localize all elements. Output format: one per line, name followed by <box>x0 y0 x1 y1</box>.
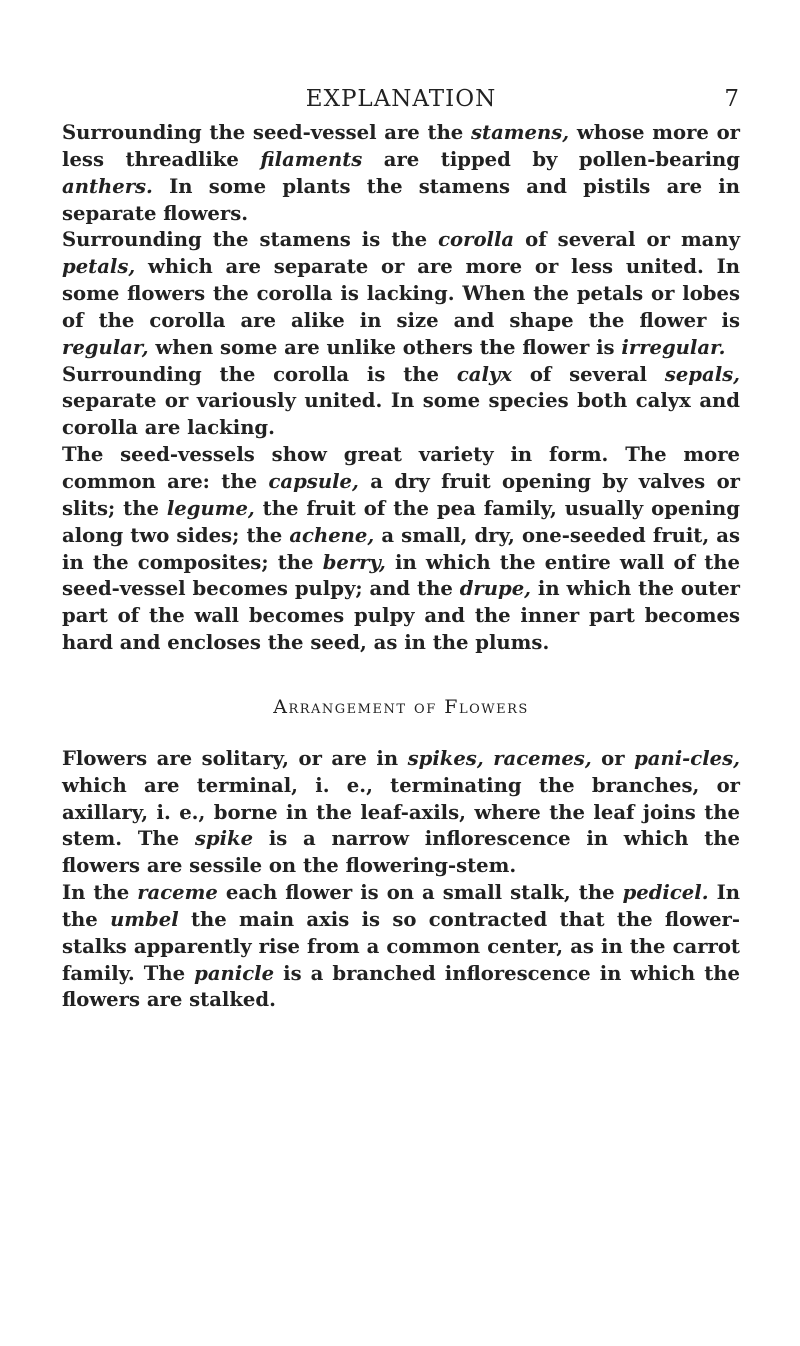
text-run: of several <box>511 362 665 386</box>
text-run: The seed-vessels show great variety in form. The more common are: the <box>62 443 740 493</box>
text-run: a dry fruit opening by valves or slits; the <box>62 469 740 520</box>
italic-term: pani-cles, <box>634 746 740 770</box>
text-run: which are terminal, i. e., terminating the branches, or axillary, i. e., borne in the leaf-axils, where the leaf joins the stem. The <box>62 773 740 851</box>
italic-term: anthers. <box>62 174 153 198</box>
paragraph-corolla <box>62 227 740 361</box>
text-run: is a branched inflorescence in which the flowers are stalked. <box>62 961 741 1012</box>
italic-term: petals, <box>62 255 136 279</box>
italic-term: capsule, <box>268 469 359 493</box>
text-run: which are separate or are more or less united. In some flowers the corolla is lacking. When the petals or lobes of the corolla are alike in size and shape the flower is <box>62 255 740 332</box>
text-run: is a narrow inflorescence in which the flowers are sessile on the flowering-stem. <box>62 827 740 878</box>
italic-term: achene, <box>289 523 375 547</box>
text-run: Surrounding the seed-vessel are the <box>62 121 472 144</box>
italic-term: umbel <box>110 907 179 931</box>
text-run: a small, dry, one-seeded fruit, as in the composites; the <box>62 523 741 574</box>
text-block-1 <box>62 120 740 657</box>
text-run: when some are unlike others the flower is <box>148 335 622 359</box>
italic-term: stamens, <box>471 121 570 144</box>
section-heading: Arrangement of Flowers <box>273 695 529 718</box>
italic-term: berry, <box>322 550 386 574</box>
text-run: whose more or less threadlike <box>62 121 740 171</box>
running-head <box>62 86 740 120</box>
paragraph-raceme-umbel <box>62 880 740 1014</box>
text-block-2 <box>62 746 740 1014</box>
paragraph-calyx <box>62 362 740 443</box>
italic-term: legume, <box>166 496 255 520</box>
italic-term: filaments <box>260 147 363 171</box>
text-run: In some plants the stamens and pistils are in separate flowers. <box>62 174 740 225</box>
text-run <box>484 747 494 770</box>
running-title: EXPLANATION <box>305 86 497 112</box>
text-run: Surrounding the stamens is the <box>62 228 439 252</box>
page-number: 7 <box>724 86 740 112</box>
text-run: are tipped by pollen-bearing <box>362 147 740 171</box>
text-run: In the <box>62 881 740 931</box>
paragraph-stamens <box>62 120 740 227</box>
italic-term: spikes, <box>407 746 484 770</box>
text-run: separate or variously united. In some species both calyx and corolla are lacking. <box>62 389 740 440</box>
text-run: of several or many <box>514 228 741 252</box>
italic-term: irregular. <box>621 335 726 359</box>
paragraph-inflorescence <box>62 746 740 880</box>
text-run: in which the entire wall of the seed-vessel becomes pulpy; and the <box>62 550 740 601</box>
italic-term: sepals, <box>664 362 740 386</box>
text-run: In the <box>62 881 138 905</box>
text-run: in which the outer part of the wall becomes pulpy and the inner part becomes hard and encloses the seed, as in the plums. <box>62 577 740 655</box>
text-run: the fruit of the pea family, usually opening along two sides; the <box>62 496 740 547</box>
text-run: Flowers are solitary, or are in <box>62 746 408 770</box>
italic-term: spike <box>194 827 254 851</box>
text-run: each flower is on a small stalk, the <box>217 881 623 905</box>
italic-term: raceme <box>137 881 218 905</box>
paragraph-seed-vessels <box>62 442 740 657</box>
italic-term: regular, <box>62 335 149 359</box>
italic-term: corolla <box>438 228 515 252</box>
italic-term: pedicel. <box>622 881 709 905</box>
italic-term: panicle <box>194 961 275 985</box>
italic-term: calyx <box>456 362 512 386</box>
text-run: Surrounding the corolla is the <box>62 362 457 386</box>
italic-term: drupe, <box>459 577 531 601</box>
text-run: the main axis is so contracted that the flower-stalks apparently rise from a common center, as in the carrot family. The <box>62 907 740 985</box>
text-run: or <box>591 746 635 770</box>
italic-term: racemes, <box>493 746 592 770</box>
